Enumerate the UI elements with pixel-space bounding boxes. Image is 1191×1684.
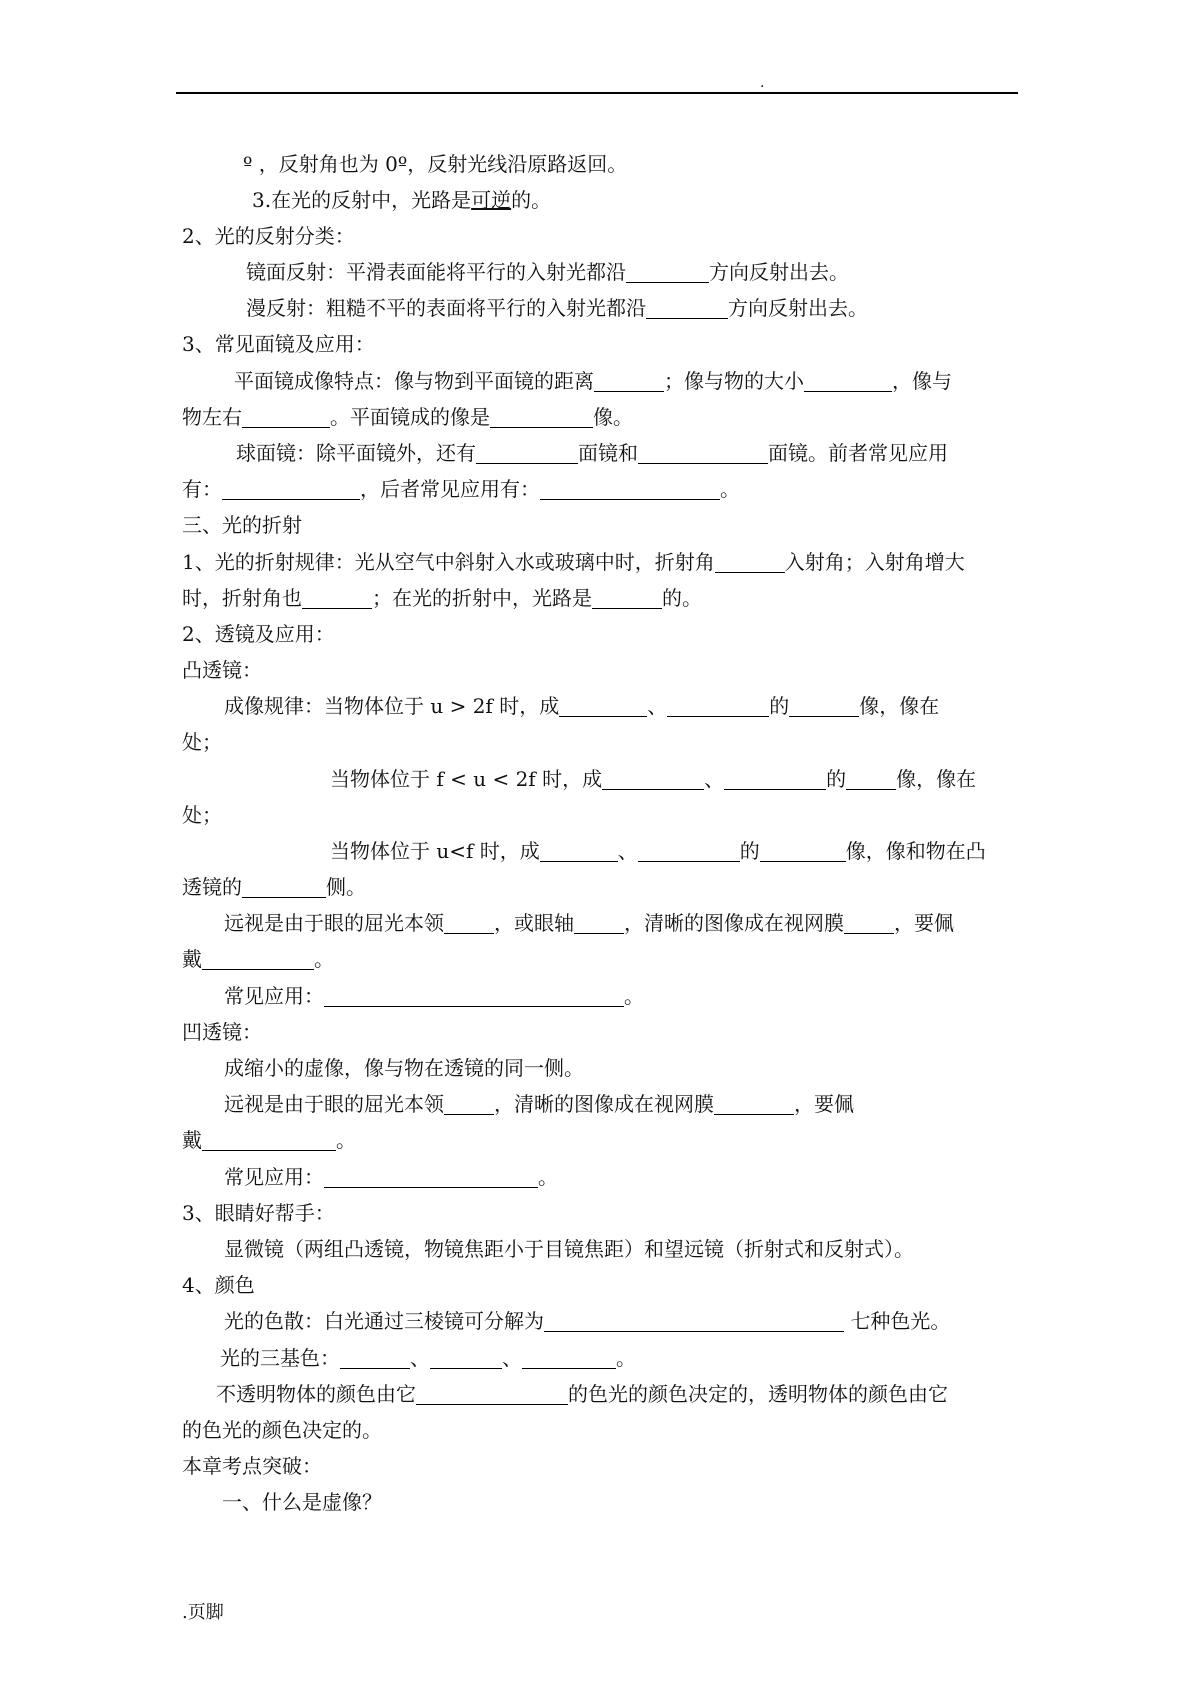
text-line-2: 3.在光的反射中，光路是可逆的。: [252, 188, 552, 212]
text-line-spherical-mirror: 球面镜：除平面镜外，还有 面镜和 面镜。前者常见应用: [236, 441, 948, 465]
text-line-imaging-rule-1: 成像规律：当物体位于 u > 2f 时，成 、 的 像，像在: [224, 694, 940, 718]
subheading-concave-lens: 凹透镜：: [182, 1020, 262, 1044]
blank: [476, 443, 578, 464]
blank: [714, 1094, 794, 1115]
blank: [760, 841, 846, 862]
text-line-virtual-image-question: 一、什么是虚像？: [222, 1490, 382, 1514]
blank: [715, 552, 785, 573]
text-line-primary-colors: 光的三基色： 、 、 。: [220, 1346, 636, 1370]
blank: [540, 479, 720, 500]
blank: [202, 1130, 336, 1151]
text-line-farsighted-1: 远视是由于眼的屈光本领 ，或眼轴 ，清晰的图像成在视网膜 ，要佩: [224, 911, 954, 935]
section-heading-key-points: 本章考点突破：: [182, 1454, 322, 1478]
section-heading-refraction: 三、光的折射: [182, 513, 302, 537]
text-line-diffuse: 漫反射：粗糙不平的表面将平行的入射光都沿 方向反射出去。: [246, 296, 868, 320]
blank: [416, 1384, 568, 1405]
text-line-convex-applications: 常见应用： 。: [224, 984, 644, 1008]
text-line-dispersion: 光的色散：白光通过三棱镜可分解为 七种色光。: [224, 1309, 951, 1333]
blank: [202, 949, 314, 970]
text-line-specular: 镜面反射：平滑表面能将平行的入射光都沿 方向反射出去。: [246, 260, 849, 284]
blank: [522, 1348, 616, 1369]
blank: [302, 588, 372, 609]
text-line-microscope-telescope: 显微镜（两组凸透镜，物镜焦距小于目镜焦距）和望远镜（折射式和反射式）。: [224, 1237, 914, 1261]
text-line-imaging-rule-3: 当物体位于 u<f 时，成 、 的 像，像和物在凸: [330, 839, 986, 863]
blank: [638, 841, 740, 862]
header-rule: [176, 92, 1018, 94]
blank: [444, 1094, 494, 1115]
subheading-convex-lens: 凸透镜：: [182, 658, 262, 682]
text-line-object-color-2: 的色光的颜色决定的。: [182, 1418, 382, 1442]
blank: [242, 407, 330, 428]
section-heading-optical-aids: 3、眼睛好帮手：: [182, 1201, 335, 1225]
blank: [789, 696, 859, 717]
blank: [430, 1348, 502, 1369]
blank: [540, 841, 618, 862]
blank: [594, 371, 664, 392]
blank: [574, 913, 624, 934]
blank: [324, 986, 624, 1007]
blank: [844, 913, 894, 934]
underlined-word: 可逆: [471, 188, 512, 212]
text-line-imaging-rule-2b: 处；: [182, 803, 222, 827]
blank: [490, 407, 593, 428]
text-line-concave-applications: 常见应用： 。: [224, 1165, 558, 1189]
section-heading-color: 4、颜色: [182, 1273, 255, 1297]
blank: [324, 1167, 538, 1188]
text-line-imaging-rule-1b: 处；: [182, 730, 222, 754]
text-line-farsighted-1b: 戴 。: [182, 947, 334, 971]
blank: [602, 769, 704, 790]
section-heading-mirrors: 3、常见面镜及应用：: [182, 332, 375, 356]
blank: [724, 769, 826, 790]
blank: [626, 262, 709, 283]
blank: [846, 769, 896, 790]
blank: [667, 696, 769, 717]
text-line-1: º ，反射角也为 0º，反射光线沿原路返回。: [243, 152, 628, 176]
blank: [544, 1311, 844, 1332]
text-line-imaging-rule-3b: 透镜的 侧。: [182, 875, 366, 899]
blank: [592, 588, 662, 609]
text-line-farsighted-2: 远视是由于眼的屈光本领 ，清晰的图像成在视网膜 ，要佩: [224, 1092, 854, 1116]
blank: [444, 913, 494, 934]
text-line-object-color: 不透明物体的颜色由它 的色光的颜色决定的，透明物体的颜色由它: [216, 1382, 948, 1406]
text-line-plane-mirror-2: 物左右 。平面镜成的像是 像。: [182, 405, 633, 429]
text-line-farsighted-2b: 戴 。: [182, 1128, 356, 1152]
text-line-concave-image: 成缩小的虚像，像与物在透镜的同一侧。: [224, 1056, 584, 1080]
text-line-refraction-law: 1、光的折射规律：光从空气中斜射入水或玻璃中时，折射角 入射角；入射角增大: [182, 550, 965, 574]
blank: [804, 371, 892, 392]
header-mark: .: [760, 75, 765, 91]
blank: [340, 1348, 410, 1369]
section-heading-lenses: 2、透镜及应用：: [182, 622, 335, 646]
section-heading-reflection-types: 2、光的反射分类：: [182, 224, 355, 248]
blank: [646, 298, 728, 319]
text-line-spherical-mirror-2: 有： ，后者常见应用有： 。: [182, 477, 740, 501]
blank: [242, 877, 326, 898]
blank: [559, 696, 647, 717]
blank: [222, 479, 360, 500]
text-line-refraction-law-2: 时，折射角也 ；在光的折射中，光路是 的。: [182, 586, 702, 610]
text-line-plane-mirror: 平面镜成像特点：像与物到平面镜的距离 ；像与物的大小 ，像与: [234, 369, 952, 393]
footer: .页脚: [182, 1602, 224, 1623]
text-line-imaging-rule-2: 当物体位于 f < u < 2f 时，成 、 的 像，像在: [330, 767, 977, 791]
blank: [638, 443, 768, 464]
